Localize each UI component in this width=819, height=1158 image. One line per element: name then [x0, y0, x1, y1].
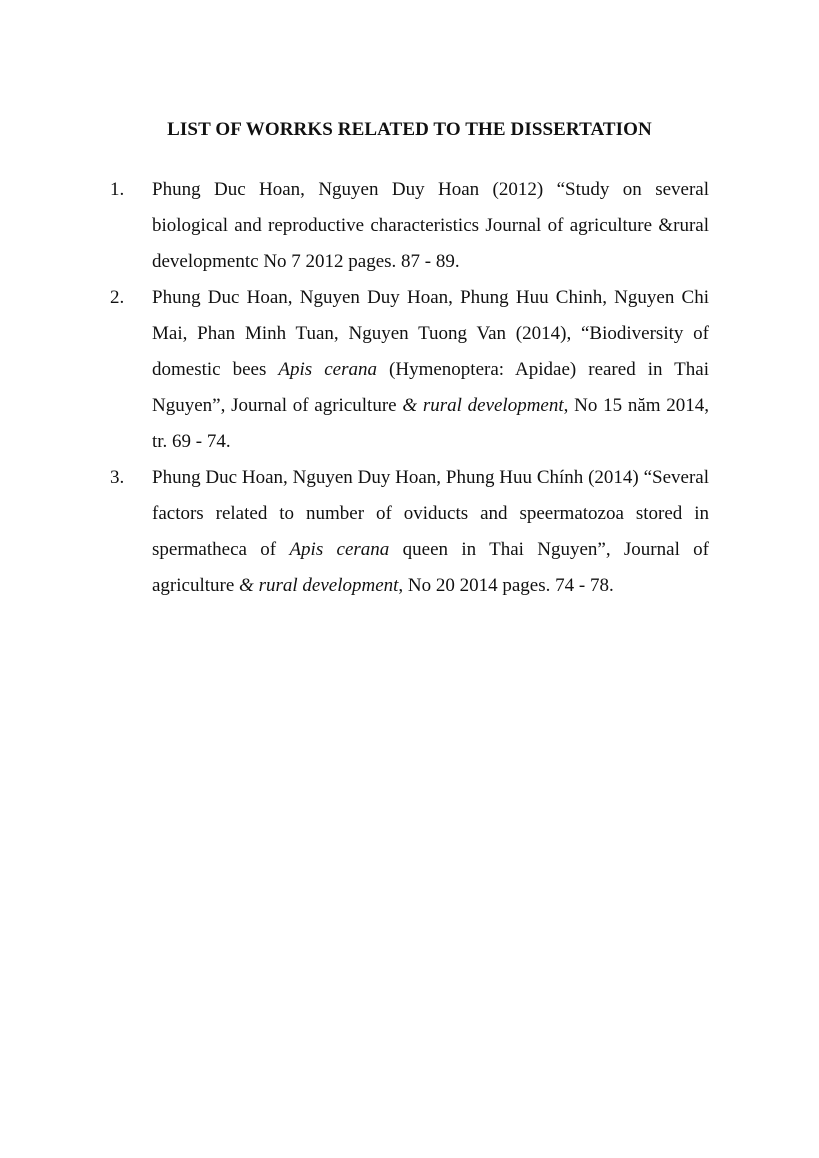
- reference-segment-italic: & rural development: [402, 395, 564, 416]
- reference-segment: Phung Duc Hoan, Nguyen Duy Hoan (2012) “Study on several biological and reproductive characteristics Journal of agriculture &rural developmentc No 7 2012 pages. 87 - 89.: [152, 179, 709, 272]
- reference-item: [110, 460, 709, 604]
- reference-text: [152, 287, 709, 452]
- reference-segment: queen in Thai Nguyen”, Journal of agriculture: [152, 539, 709, 596]
- reference-list: [110, 172, 709, 604]
- reference-number: 3.: [110, 467, 125, 488]
- reference-item: [110, 280, 709, 460]
- page-title: LIST OF WORRKS RELATED TO THE DISSERTATION: [167, 119, 652, 140]
- reference-segment: , No 15 năm 2014, tr. 69 - 74.: [152, 395, 710, 452]
- reference-segment-italic: & rural development: [239, 575, 399, 596]
- reference-segment: , No 20 2014 pages. 74 - 78.: [398, 575, 614, 596]
- reference-segment: Phung Duc Hoan, Nguyen Duy Hoan, Phung Huu Chinh, Nguyen Chi Mai, Phan Minh Tuan, Nguyen Tuong Van (2014), “Biodiversity of domestic bees: [152, 287, 709, 380]
- reference-number: 1.: [110, 179, 125, 200]
- reference-item: [110, 172, 709, 280]
- reference-text: [152, 179, 709, 272]
- reference-text: [152, 467, 709, 596]
- reference-number: 2.: [110, 287, 125, 308]
- reference-segment: Phung Duc Hoan, Nguyen Duy Hoan, Phung Huu Chính (2014) “Several factors related to number of oviducts and speermatozoa stored in spermatheca of: [152, 467, 709, 560]
- reference-segment-italic: Apis cerana: [289, 539, 390, 560]
- reference-segment-italic: Apis cerana: [278, 359, 377, 380]
- reference-segment: (Hymenoptera: Apidae) reared in Thai Nguyen”, Journal of agriculture: [152, 359, 709, 416]
